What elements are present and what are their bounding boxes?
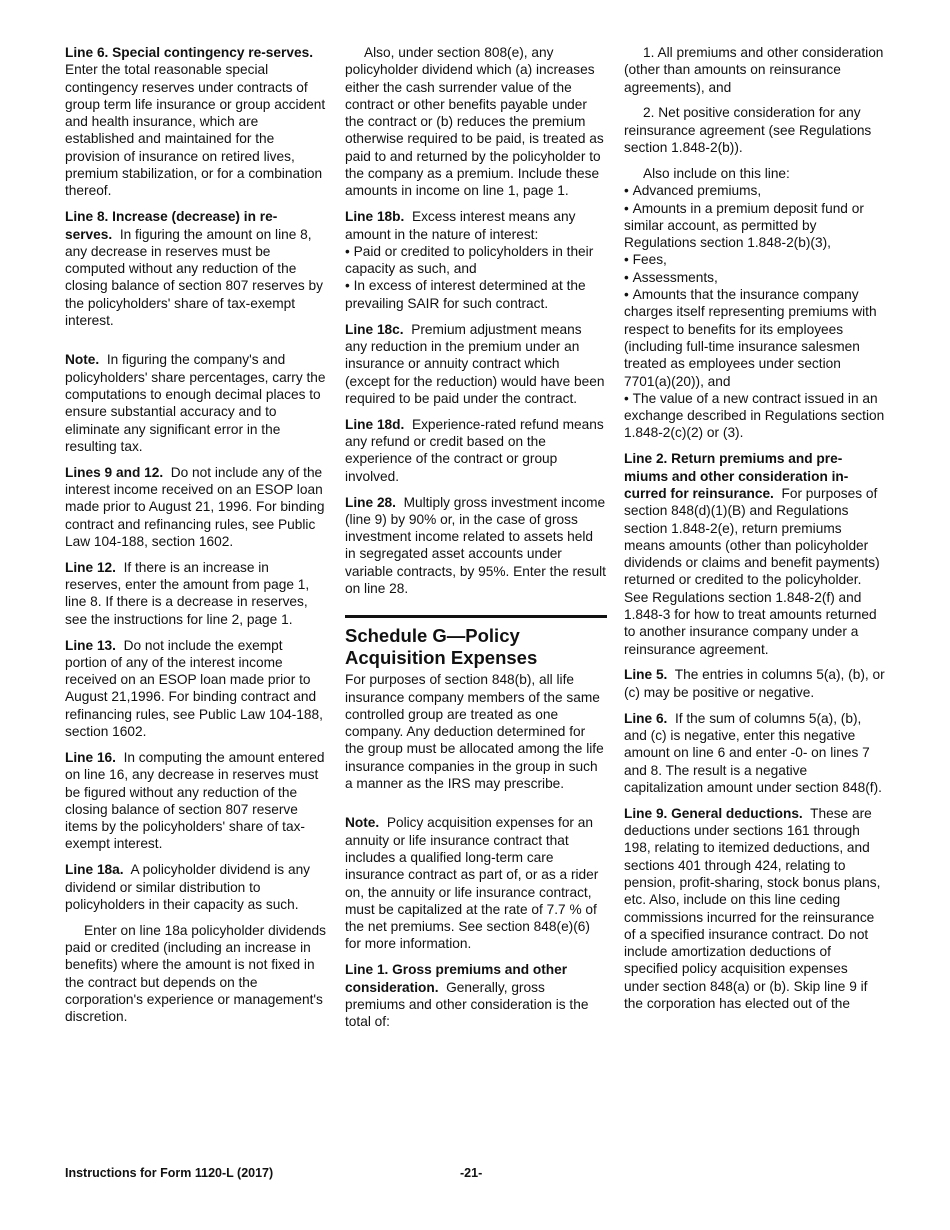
bullet-fees: • Fees, <box>624 251 886 268</box>
line-6-text: Enter the total reasonable special contingency reserves under contracts of group term life insurance or group accident and health insurance, which are established and maintained for the provision of insurance on retired lives, premium stabilization, or for a combination thereof. <box>65 62 326 199</box>
line-13-label: Line 13. <box>65 637 116 653</box>
line-18c-paragraph <box>345 321 607 407</box>
line-18d-label: Line 18d. <box>345 416 405 432</box>
line-6-label: Line 6. Special contingency re-serves. <box>65 45 313 60</box>
line-8-text: In figuring the amount on line 8, any decrease in reserves must be computed without any reduction of the closing balance of section 807 reserves by the policyholders' share of tax-exempt interest. <box>65 226 323 329</box>
footer-form-title: Instructions for Form 1120-L (2017) <box>65 1166 274 1180</box>
line-13-text: Do not include the exempt portion of any of the interest income received on an ESOP loan made prior to August 21,1996. For binding contract and refinancing rules, see Public Law 104-188, section 1602. <box>65 637 323 740</box>
lines-9-12-paragraph <box>65 464 327 550</box>
schedule-g-intro: For purposes of section 848(b), all life insurance company members of the same controlled group are treated as one company. Any deduction determined for the group must be allocated among the life insurance companies in the group in such a manner as the IRS may prescribe. <box>345 672 604 792</box>
schedule-g-heading: Schedule G—Policy Acquisition Expenses <box>345 625 538 668</box>
line-18c-text: Premium adjustment means any reduction in the premium under an insurance or annuity contract which (except for the reduction) would have been required to be paid under the contract. <box>345 321 605 406</box>
line-2-paragraph <box>624 450 886 658</box>
line-16-paragraph <box>65 749 327 853</box>
line-18d-paragraph <box>345 416 607 485</box>
line-13-paragraph <box>65 637 327 741</box>
note-text: In figuring the company's and policyholders' share percentages, carry the computations to enough decimal places to ensure substantial accuracy and to eliminate any significant error in the resulting tax. <box>65 352 326 454</box>
bullet-advanced-premiums: • Advanced premiums, <box>624 182 886 199</box>
line-6-sched-g-text: If the sum of columns 5(a), (b), and (c) is negative, enter this negative amount on line 6 and enter -0- on lines 7 and 8. The result is a negative capitalization amount under section 848(f). <box>624 710 882 795</box>
line-18b-text: Excess interest means any amount in the nature of interest: <box>345 209 576 242</box>
line-28-label: Line 28. <box>345 494 396 510</box>
line-1-text: Generally, gross premiums and other consideration is the total of: <box>345 979 589 1030</box>
numbered-item-1: 1. All premiums and other consideration (other than amounts on reinsurance agreements), and <box>624 45 884 95</box>
line-28-paragraph <box>345 494 607 598</box>
line-18a-label: Line 18a. <box>65 862 124 878</box>
column-3 <box>624 44 886 1021</box>
line-18b-bullet-1: • Paid or credited to policyholders in their capacity as such, and <box>345 243 607 278</box>
lines-9-12-label: Lines 9 and 12. <box>65 464 164 480</box>
line-18b-label: Line 18b. <box>345 209 405 225</box>
bullet-employee-benefits: • Amounts that the insurance company charges itself representing premiums with respect to benefits for its employees (including full-time insurance salesmen treated as employees under section 7701(a)(20)), and <box>624 286 886 390</box>
line-12-text: If there is an increase in reserves, enter the amount from page 1, line 8. If there is a decrease in reserves, see the instructions for line 2, page 1. <box>65 559 310 627</box>
line-18a-paragraph <box>65 861 327 913</box>
line-5-text: The entries in columns 5(a), (b), or (c) may be positive or negative. <box>624 667 885 700</box>
line-5-label: Line 5. <box>624 667 668 683</box>
line-16-label: Line 16. <box>65 749 116 765</box>
line-1-label: Line 1. Gross premiums and other consideration. <box>345 962 568 995</box>
bullet-premium-deposit-fund: • Amounts in a premium deposit fund or similar account, as permitted by Regulations section 1.848-2(b)(3), <box>624 200 886 252</box>
line-6-sched-g-label: Line 6. <box>624 710 668 726</box>
line-2-text: For purposes of section 848(d)(1)(B) and Regulations section 1.848-2(e), return premiums means amounts (other than policyholder dividends or claims and benefit payments) returned or credited to the policyholder. See Regulations section 1.848-2(f) and 1.848-3 for how to treat amounts returned to another insurance company under a reinsurance agreement. <box>624 485 880 657</box>
line-18a-paragraph-2: Enter on line 18a policyholder dividends paid or credited (including an increase in benefits) where the amount is not fixed in the contract but depends on the corporation's experience or management's discretion. <box>65 922 326 1025</box>
line-6-sched-g-paragraph <box>624 710 886 796</box>
section-808e-paragraph: Also, under section 808(e), any policyholder dividend which (a) increases either the cash surrender value of the contract or other benefits payable under the contract or (b) reduces the premium otherwise required to be paid, is treated as paid to and returned by the policyholder to the company as a premium. Include these amounts in income on line 1, page 1. <box>345 45 604 199</box>
line-16-text: In computing the amount entered on line 16, any decrease in reserves must be figured without any reduction of the closing balance of section 807 reserve items by the policyholders' share of tax-exempt interest. <box>65 749 325 852</box>
line-6-paragraph <box>65 44 327 200</box>
schedule-g-note-text: Policy acquisition expenses for an annuity or life insurance contract that includes a qualified long-term care insurance contract as part of, or as a rider on, the annuity or life insurance contract, must be capitalized at the rate of 7.7 % of the net premiums. See section 848(e)(6) for more information. <box>345 815 599 952</box>
note-paragraph <box>65 351 327 455</box>
column-2 <box>345 44 607 1039</box>
schedule-g-note <box>345 814 607 952</box>
line-12-label: Line 12. <box>65 559 116 575</box>
line-8-paragraph <box>65 208 327 329</box>
line-2-label: Line 2. Return premiums and pre-miums and other consideration in-curred for reinsurance. <box>624 451 849 501</box>
line-18b-paragraph <box>345 208 607 243</box>
bullet-assessments: • Assessments, <box>624 269 886 286</box>
line-1-paragraph <box>345 961 607 1030</box>
line-9-text: These are deductions under sections 161 through 198, relating to itemized deductions, and sections 401 through 424, relating to pension, profit-sharing, stock bonus plans, etc. Also, include on this line ceding commissions incurred for the reinsurance of a specified insurance contract. Do not include amortization deductions of specified policy acquisition expenses under section 848(a) or (b). Skip line 9 if the corporation has elected out of the <box>624 805 881 1011</box>
line-18a-text: A policyholder dividend is any dividend or similar distribution to policyholders in their capacity as such. <box>65 862 311 912</box>
column-1 <box>65 44 327 1034</box>
section-divider <box>345 615 607 618</box>
line-18c-label: Line 18c. <box>345 321 404 337</box>
bullet-new-contract: • The value of a new contract issued in an exchange described in Regulations section 1.848-2(c)(2) or (3). <box>624 390 886 442</box>
schedule-g-note-label: Note. <box>345 815 380 831</box>
footer-page-number: -21- <box>460 1166 483 1180</box>
note-label: Note. <box>65 352 100 368</box>
line-8-label: Line 8. Increase (decrease) in re-serves. <box>65 209 278 242</box>
line-18b-bullet-2: • In excess of interest determined at the prevailing SAIR for such contract. <box>345 277 607 312</box>
line-18d-text: Experience-rated refund means any refund or credit based on the experience of the contract or group involved. <box>345 416 604 484</box>
line-28-text: Multiply gross investment income (line 9) by 90% or, in the case of gross investment income related to assets held in segregated asset accounts under variable contracts, by 95%. Enter the result on line 28. <box>345 494 606 596</box>
numbered-item-2: 2. Net positive consideration for any reinsurance agreement (see Regulations section 1.848-2(b)). <box>624 105 872 156</box>
line-9-label: Line 9. General deductions. <box>624 805 803 821</box>
line-12-paragraph <box>65 559 327 628</box>
also-include-text: Also include on this line: <box>643 165 790 181</box>
line-9-paragraph <box>624 805 886 1013</box>
line-5-paragraph <box>624 666 886 701</box>
lines-9-12-text: Do not include any of the interest income received on an ESOP loan made prior to August 21, 1996. For binding contract and refinancing rules, see Public Law 104-188, section 1602. <box>65 464 325 549</box>
